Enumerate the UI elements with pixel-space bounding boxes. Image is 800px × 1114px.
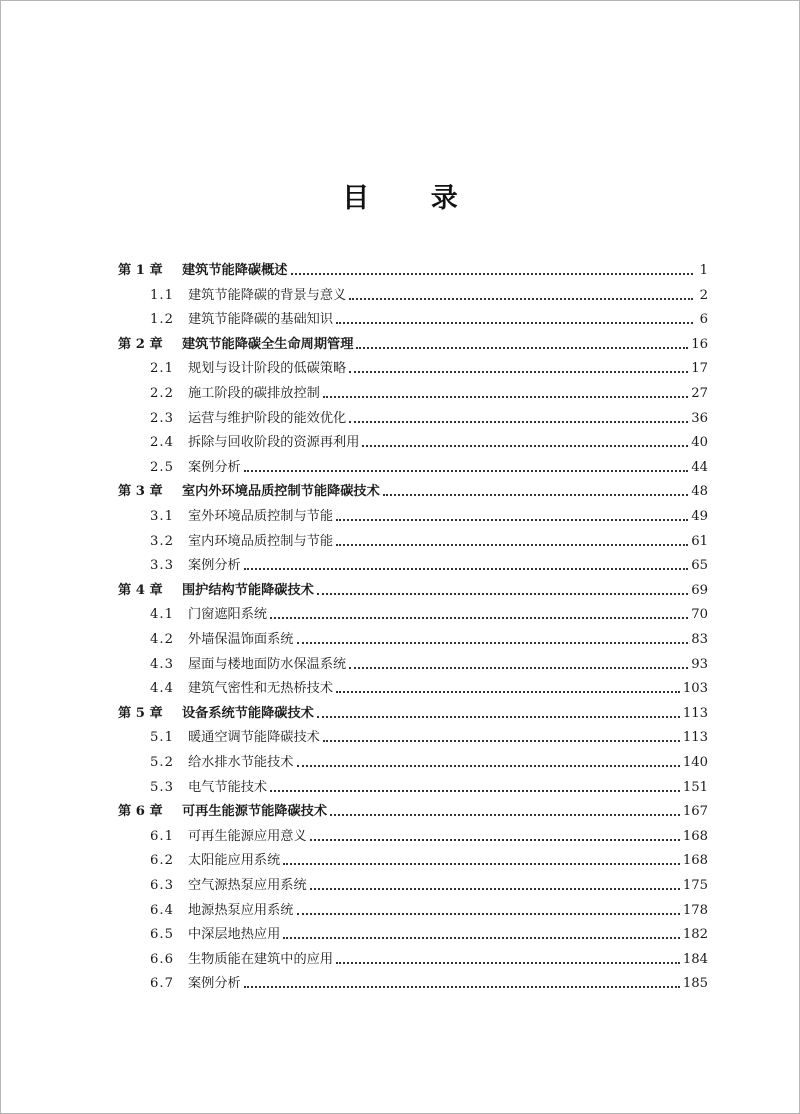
section-number: 5.1 <box>150 730 174 746</box>
chapter-title: 室内外环境品质控制节能降碳技术 <box>182 484 380 500</box>
dot-leader <box>336 538 688 548</box>
toc-chapter-entry[interactable] <box>118 331 708 354</box>
toc-section-entry[interactable] <box>150 823 708 846</box>
toc-section-entry[interactable] <box>150 847 708 870</box>
page-number: 175 <box>682 878 708 893</box>
section-title: 规划与设计阶段的低碳策略 <box>188 361 347 377</box>
section-number: 3.1 <box>150 509 174 524</box>
section-title: 电气节能技术 <box>188 779 268 795</box>
section-title: 空气源热泵应用系统 <box>188 878 307 893</box>
toc-chapter-entry[interactable] <box>118 577 708 600</box>
dot-leader <box>283 857 680 867</box>
section-number: 6.1 <box>150 828 174 844</box>
page-number: 40 <box>691 435 708 451</box>
section-title: 案例分析 <box>188 558 241 574</box>
dot-leader <box>336 316 693 326</box>
toc-section-entry[interactable] <box>150 405 708 428</box>
page-number: 182 <box>682 927 708 943</box>
section-number: 5.3 <box>150 779 174 795</box>
dot-leader <box>297 907 680 917</box>
toc-section-entry[interactable] <box>150 675 708 698</box>
section-number: 6.6 <box>150 951 174 967</box>
toc-section-entry[interactable] <box>150 306 708 329</box>
dot-leader <box>244 980 680 990</box>
section-title: 建筑节能降碳的背景与意义 <box>188 287 347 303</box>
page-number: 184 <box>682 951 708 967</box>
toc-section-entry[interactable] <box>150 380 708 403</box>
toc-section-entry[interactable] <box>150 774 708 797</box>
page-number: 93 <box>691 656 708 672</box>
dot-leader <box>291 267 694 277</box>
section-number: 5.2 <box>150 755 174 770</box>
dot-leader <box>349 415 688 425</box>
section-title: 建筑节能降碳的基础知识 <box>188 312 334 328</box>
section-title: 中深层地热应用 <box>188 927 281 943</box>
section-number: 6.2 <box>150 853 174 869</box>
dot-leader <box>336 513 688 523</box>
section-number: 1.2 <box>150 312 174 328</box>
toc-section-entry[interactable] <box>150 921 708 944</box>
toc-section-entry[interactable] <box>150 651 708 674</box>
dot-leader <box>310 882 680 892</box>
section-title: 室外环境品质控制与节能 <box>188 509 334 524</box>
dot-leader <box>283 931 680 941</box>
page-number: 61 <box>691 533 708 549</box>
dot-leader <box>310 833 680 843</box>
page-number: 65 <box>691 558 708 574</box>
chapter-number: 第 6 章 <box>118 804 163 820</box>
page-number: 27 <box>691 386 708 401</box>
page-number: 167 <box>682 804 708 820</box>
section-number: 6.4 <box>150 902 174 918</box>
dot-leader <box>270 611 688 621</box>
page-number: 83 <box>691 632 708 647</box>
dot-leader <box>270 784 680 794</box>
section-title: 施工阶段的碳排放控制 <box>188 386 320 401</box>
page-number: 185 <box>682 976 708 992</box>
page-number: 103 <box>682 681 708 697</box>
section-number: 2.5 <box>150 459 174 475</box>
toc-section-entry[interactable] <box>150 897 708 920</box>
section-title: 建筑气密性和无热桥技术 <box>188 681 334 697</box>
section-number: 2.3 <box>150 410 174 426</box>
dot-leader <box>349 292 693 302</box>
section-number: 2.1 <box>150 361 174 377</box>
chapter-title: 建筑节能降碳概述 <box>182 263 288 278</box>
toc-section-entry[interactable] <box>150 872 708 895</box>
toc-section-entry[interactable] <box>150 749 708 772</box>
section-number: 3.3 <box>150 558 174 574</box>
chapter-title: 建筑节能降碳全生命周期管理 <box>182 336 354 352</box>
section-number: 4.1 <box>150 607 174 623</box>
section-title: 可再生能源应用意义 <box>188 828 307 844</box>
chapter-number: 第 1 章 <box>118 263 163 278</box>
toc-chapter-entry[interactable] <box>118 257 708 280</box>
page-number: 168 <box>682 853 708 869</box>
section-title: 地源热泵应用系统 <box>188 902 294 918</box>
toc-section-entry[interactable] <box>150 355 708 378</box>
toc-section-entry[interactable] <box>150 601 708 624</box>
chapter-title: 可再生能源节能降碳技术 <box>182 804 328 820</box>
chapter-title: 设备系统节能降碳技术 <box>182 705 314 721</box>
page-number: 48 <box>691 484 708 500</box>
section-title: 门窗遮阳系统 <box>188 607 268 623</box>
section-number: 6.3 <box>150 878 174 893</box>
dot-leader <box>362 439 688 449</box>
page-number: 16 <box>691 336 708 352</box>
section-number: 2.2 <box>150 386 174 401</box>
section-title: 运营与维护阶段的能效优化 <box>188 410 347 426</box>
toc-section-entry[interactable] <box>150 503 708 526</box>
page-number: 49 <box>691 509 708 524</box>
dot-leader <box>297 636 689 646</box>
page-number: 70 <box>691 607 708 623</box>
section-number: 4.2 <box>150 632 174 647</box>
section-title: 拆除与回收阶段的资源再利用 <box>188 435 360 451</box>
dot-leader <box>323 734 680 744</box>
page-number: 69 <box>691 582 708 598</box>
section-number: 6.5 <box>150 927 174 943</box>
chapter-number: 第 3 章 <box>118 484 163 500</box>
section-title: 案例分析 <box>188 459 241 475</box>
section-number: 4.3 <box>150 656 174 672</box>
page-number: 168 <box>682 828 708 844</box>
dot-leader <box>336 956 680 966</box>
dot-leader <box>244 464 688 474</box>
dot-leader <box>383 488 688 498</box>
section-title: 生物质能在建筑中的应用 <box>188 951 334 967</box>
section-number: 1.1 <box>150 287 174 303</box>
section-title: 太阳能应用系统 <box>188 853 281 869</box>
toc-chapter-entry[interactable] <box>118 478 708 501</box>
page-number: 2 <box>699 287 708 303</box>
toc-section-entry[interactable] <box>150 552 708 575</box>
section-number: 3.2 <box>150 533 174 549</box>
section-title: 室内环境品质控制与节能 <box>188 533 334 549</box>
toc-section-entry[interactable] <box>150 454 708 477</box>
dot-leader <box>317 710 680 720</box>
dot-leader <box>323 390 688 400</box>
dot-leader <box>349 661 688 671</box>
section-title: 给水排水节能技术 <box>188 755 294 770</box>
chapter-title: 围护结构节能降碳技术 <box>182 582 314 598</box>
dot-leader <box>349 365 688 375</box>
page-number: 6 <box>699 312 708 328</box>
section-number: 2.4 <box>150 435 174 451</box>
page-number: 44 <box>691 459 708 475</box>
toc-section-entry[interactable] <box>150 626 708 649</box>
toc-section-entry[interactable] <box>150 724 708 747</box>
chapter-number: 第 4 章 <box>118 582 163 598</box>
dot-leader <box>336 685 680 695</box>
page-number: 151 <box>682 779 708 795</box>
dot-leader <box>330 808 680 818</box>
toc-section-entry[interactable] <box>150 429 708 452</box>
page-title: 目 录 <box>342 183 484 214</box>
page-number: 17 <box>691 361 708 377</box>
section-title: 外墙保温饰面系统 <box>188 632 294 647</box>
dot-leader <box>297 759 680 769</box>
page-number: 178 <box>682 902 708 918</box>
dot-leader <box>356 341 688 351</box>
toc-section-entry[interactable] <box>150 946 708 969</box>
toc-chapter-entry[interactable] <box>118 798 708 821</box>
chapter-number: 第 2 章 <box>118 336 163 352</box>
dot-leader <box>317 587 688 597</box>
page-number: 36 <box>691 410 708 426</box>
chapter-number: 第 5 章 <box>118 705 163 721</box>
page-number: 140 <box>682 755 708 770</box>
toc-chapter-entry[interactable] <box>118 700 708 723</box>
section-title: 案例分析 <box>188 976 241 992</box>
page-number: 1 <box>699 263 708 278</box>
toc-section-entry[interactable] <box>150 970 708 993</box>
section-number: 4.4 <box>150 681 174 697</box>
section-title: 暖通空调节能降碳技术 <box>188 730 320 746</box>
toc-section-entry[interactable] <box>150 282 708 305</box>
page-number: 113 <box>682 705 708 721</box>
page-number: 113 <box>682 730 708 746</box>
dot-leader <box>244 562 688 572</box>
section-number: 6.7 <box>150 976 174 992</box>
section-title: 屋面与楼地面防水保温系统 <box>188 656 347 672</box>
toc-section-entry[interactable] <box>150 528 708 551</box>
